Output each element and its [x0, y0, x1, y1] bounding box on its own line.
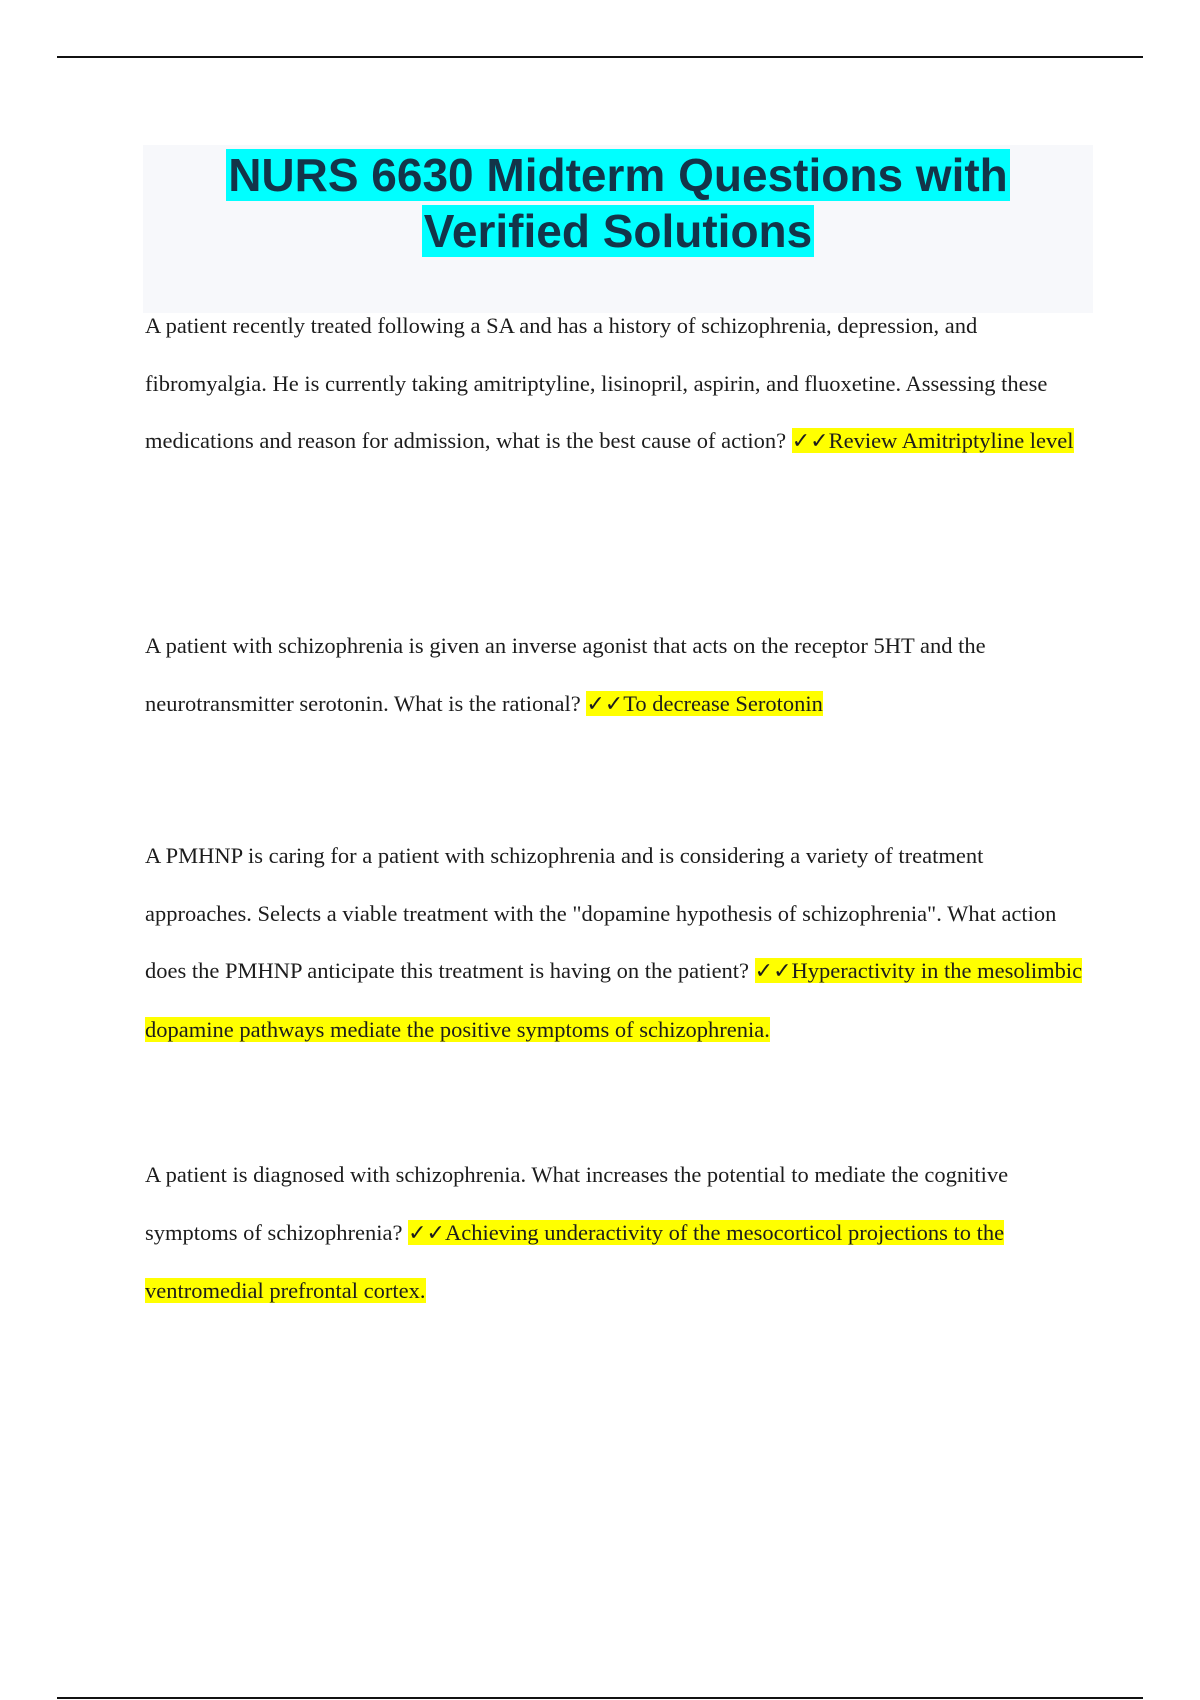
double-check-icon: ✓✓: [408, 1220, 445, 1246]
question-text: A PMHNP is caring for a patient with schizophrenia and is considering a variety of treatment approaches. Selects a viable treatment with the "dopamine hypothesis of schizophrenia". What action does the PMHNP anticipate this treatment is having on the patient?: [145, 843, 1057, 983]
double-check-icon: ✓✓: [754, 959, 792, 984]
question-text: A patient with schizophrenia is given an inverse agonist that acts on the receptor 5HT and the neurotransmitter serotonin. What is the rational?: [145, 633, 986, 716]
question-text: A patient is diagnosed with schizophrenia. What increases the potential to mediate the cognitive symptoms of schizophrenia?: [145, 1162, 1009, 1245]
answer-text: Review Amitriptyline level: [828, 428, 1074, 453]
title-box: [143, 145, 1093, 313]
answer-text: Hyperactivity in the mesolimbic dopamine pathways mediate the positive symptoms of schizophrenia.: [145, 958, 1083, 1042]
answer-text: To decrease Serotonin: [623, 690, 823, 716]
answer-highlight: [792, 428, 1074, 453]
top-rule: [57, 56, 1143, 58]
answer-highlight: [586, 691, 822, 716]
answer-text: Achieving underactivity of the mesocorticol projections to the ventromedial prefrontal cortex.: [145, 1219, 1005, 1303]
bottom-rule: [57, 1697, 1143, 1699]
qa-item-2: [145, 617, 1085, 733]
question-text: A patient recently treated following a SA and has a history of schizophrenia, depression, and fibromyalgia. He is currently taking amitriptyline, lisinopril, aspirin, and fluoxetine. Assessing these medications and reason for admission, what is the best cause of action?: [145, 313, 1048, 453]
qa-item-1: [145, 297, 1085, 471]
double-check-icon: ✓✓: [586, 691, 624, 717]
document-title-line-2: Verified Solutions: [423, 205, 813, 257]
document-title-line-1: NURS 6630 Midterm Questions with: [228, 149, 1008, 201]
double-check-icon: ✓✓: [791, 429, 829, 454]
qa-item-4: [145, 1146, 1085, 1320]
qa-item-3: [145, 827, 1085, 1058]
